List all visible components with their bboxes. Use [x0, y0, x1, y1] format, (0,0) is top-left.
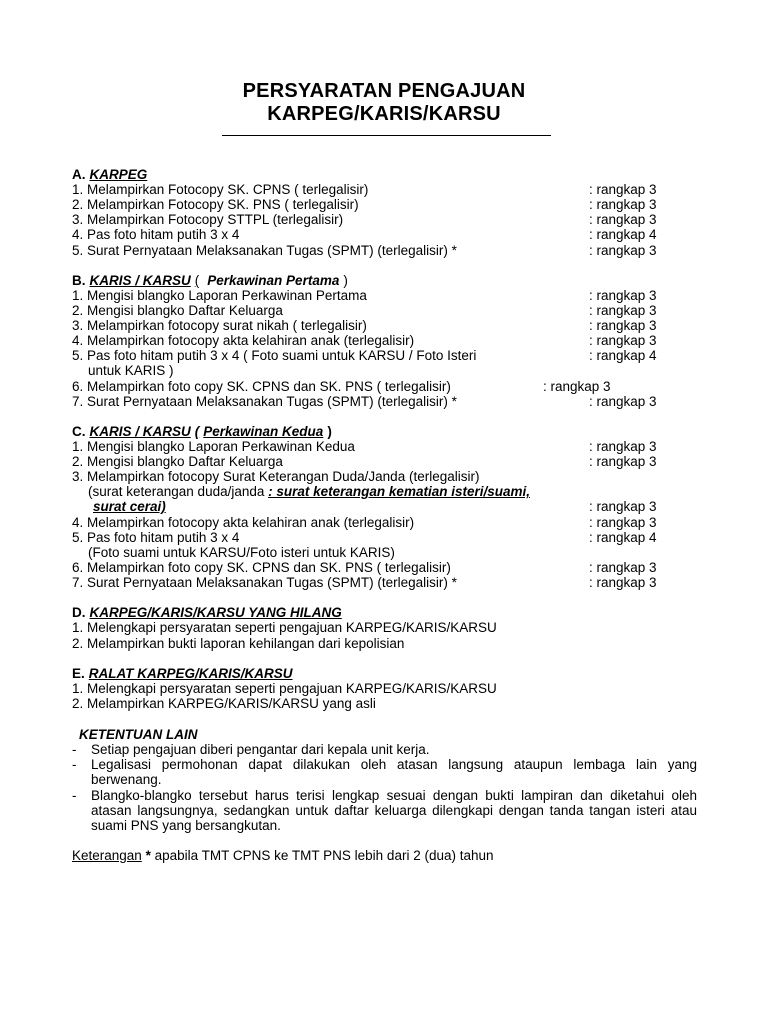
keterangan-star: *: [145, 848, 151, 863]
section-c-item-5: 5. Pas foto hitam putih 3 x 4: [72, 530, 240, 545]
section-c-note-emphasis-cont: surat cerai): [93, 499, 166, 514]
section-b-qty-2: : rangkap 3: [589, 303, 657, 318]
section-d-item-2: 2. Melampirkan bukti laporan kehilangan dari kepolisian: [72, 636, 405, 651]
section-b-qty-5: : rangkap 4: [589, 348, 657, 363]
section-c-note-emphasis: : surat keterangan kematian isteri/suami,: [268, 484, 530, 499]
document-title-line2: KARPEG/KARIS/KARSU: [267, 103, 501, 125]
ketentuan-bullet-3: -: [72, 788, 77, 803]
section-c-qty-7: : rangkap 3: [589, 575, 657, 590]
section-a-title: KARPEG: [89, 167, 148, 182]
section-b-title: KARIS / KARSU: [89, 273, 191, 288]
section-b-item-3: 3. Melampirkan fotocopy surat nikah ( terlegalisir): [72, 318, 367, 333]
ketentuan-bullet-2: -: [72, 757, 77, 772]
section-d-item-1: 1. Melengkapi persyaratan seperti pengajuan KARPEG/KARIS/KARSU: [72, 620, 497, 635]
section-b-qty-3: : rangkap 3: [589, 318, 657, 333]
section-d-title: KARPEG/KARIS/KARSU YANG HILANG: [89, 605, 342, 620]
section-a-qty-1: : rangkap 3: [589, 182, 657, 197]
section-c-paren-open: (: [194, 424, 200, 439]
section-a-item-1: 1. Melampirkan Fotocopy SK. CPNS ( terlegalisir): [72, 182, 369, 197]
section-e-item-2: 2. Melampirkan KARPEG/KARIS/KARSU yang asli: [72, 696, 376, 711]
section-a-item-2: 2. Melampirkan Fotocopy SK. PNS ( terlegalisir): [72, 197, 359, 212]
section-c-qty-2: : rangkap 3: [589, 454, 657, 469]
keterangan-label: Keterangan: [72, 848, 142, 863]
section-c-note-text: (surat keterangan duda/janda: [88, 484, 269, 499]
section-c-item-1: 1. Mengisi blangko Laporan Perkawinan Kedua: [72, 439, 355, 454]
section-b-heading: [72, 273, 348, 288]
section-c-subtitle: Perkawinan Kedua: [203, 424, 324, 439]
section-e-title: RALAT KARPEG/KARIS/KARSU: [88, 666, 293, 681]
section-e-heading: [72, 666, 293, 681]
section-c-item-3: 3. Melampirkan fotocopy Surat Keterangan Duda/Janda (terlegalisir): [72, 469, 480, 484]
section-d-letter: D.: [72, 605, 86, 620]
section-c-qty-5: : rangkap 4: [589, 530, 657, 545]
section-b-item-5: 5. Pas foto hitam putih 3 x 4 ( Foto suami untuk KARSU / Foto Isteri: [72, 348, 477, 363]
section-a-qty-2: : rangkap 3: [589, 197, 657, 212]
document-title-line1: PERSYARATAN PENGAJUAN: [242, 80, 526, 102]
section-a-qty-5: : rangkap 3: [589, 243, 657, 258]
ketentuan-item-3: Blangko-blangko tersebut harus terisi lengkap sesuai dengan bukti lampiran dan diketahui oleh atasan langsungnya, sedangkan untuk daftar keluarga dilengkapi dengan tanda tangan isteri atau suami PNS yang bersangkutan.: [91, 788, 697, 833]
section-c-title: KARIS / KARSU: [89, 424, 191, 439]
section-b-item-7: 7. Surat Pernyataan Melaksanakan Tugas (SPMT) (terlegalisir) *: [72, 394, 457, 409]
section-c-item-3-note-cont: [93, 499, 166, 514]
ketentuan-item-1: Setiap pengajuan diberi pengantar dari kepala unit kerja.: [91, 742, 430, 757]
section-c-qty-4: : rangkap 3: [589, 515, 657, 530]
section-c-item-6: 6. Melampirkan foto copy SK. CPNS dan SK. PNS ( terlegalisir): [72, 560, 451, 575]
section-c-item-4: 4. Melampirkan fotocopy akta kelahiran anak (terlegalisir): [72, 515, 415, 530]
section-c-qty-6: : rangkap 3: [589, 560, 657, 575]
section-c-qty-1: : rangkap 3: [589, 439, 657, 454]
section-c-paren-close: ): [327, 424, 332, 439]
section-b-item-4: 4. Melampirkan fotocopy akta kelahiran anak (terlegalisir): [72, 333, 415, 348]
section-e-item-1: 1. Melengkapi persyaratan seperti pengajuan KARPEG/KARIS/KARSU: [72, 681, 497, 696]
section-b-item-6: 6. Melampirkan foto copy SK. CPNS dan SK. PNS ( terlegalisir): [72, 379, 451, 394]
section-a-item-4: 4. Pas foto hitam putih 3 x 4: [72, 227, 240, 242]
section-b-qty-4: : rangkap 3: [589, 333, 657, 348]
section-c-item-2: 2. Mengisi blangko Daftar Keluarga: [72, 454, 283, 469]
section-b-qty-7: : rangkap 3: [589, 394, 657, 409]
section-a-item-3: 3. Melampirkan Fotocopy STTPL (terlegalisir): [72, 212, 344, 227]
section-c-letter: C.: [72, 424, 86, 439]
section-d-heading: [72, 605, 342, 620]
section-e-letter: E.: [72, 666, 85, 681]
title-divider: [222, 135, 551, 136]
section-b-qty-6: : rangkap 3: [543, 379, 611, 394]
ketentuan-bullet-1: -: [72, 742, 77, 757]
section-a-heading: [72, 167, 147, 182]
section-b-letter: B.: [72, 273, 86, 288]
keterangan-text: apabila TMT CPNS ke TMT PNS lebih dari 2 (dua) tahun: [150, 848, 494, 863]
section-b-paren-close: ): [343, 273, 348, 288]
section-c-qty-3: : rangkap 3: [589, 499, 657, 514]
section-c-item-3-note: [88, 484, 530, 499]
section-b-item-5-cont: untuk KARIS ): [88, 363, 174, 378]
section-a-item-5: 5. Surat Pernyataan Melaksanakan Tugas (SPMT) (terlegalisir) *: [72, 243, 457, 258]
section-a-qty-4: : rangkap 4: [589, 227, 657, 242]
section-b-subtitle: Perkawinan Pertama: [207, 273, 340, 288]
ketentuan-item-2: Legalisasi permohonan dapat dilakukan oleh atasan langsung ataupun lembaga lain yang berwenang.: [91, 757, 697, 787]
section-b-item-1: 1. Mengisi blangko Laporan Perkawinan Pertama: [72, 288, 367, 303]
section-c-heading: [72, 424, 332, 439]
section-b-paren-open: (: [194, 273, 200, 288]
ketentuan-heading: KETENTUAN LAIN: [79, 727, 198, 742]
section-b-qty-1: : rangkap 3: [589, 288, 657, 303]
section-b-item-2: 2. Mengisi blangko Daftar Keluarga: [72, 303, 283, 318]
section-c-item-7: 7. Surat Pernyataan Melaksanakan Tugas (SPMT) (terlegalisir) *: [72, 575, 457, 590]
keterangan-note: [72, 848, 494, 863]
section-a-qty-3: : rangkap 3: [589, 212, 657, 227]
section-a-letter: A.: [72, 167, 86, 182]
section-c-item-5-note: (Foto suami untuk KARSU/Foto isteri untuk KARIS): [88, 545, 395, 560]
